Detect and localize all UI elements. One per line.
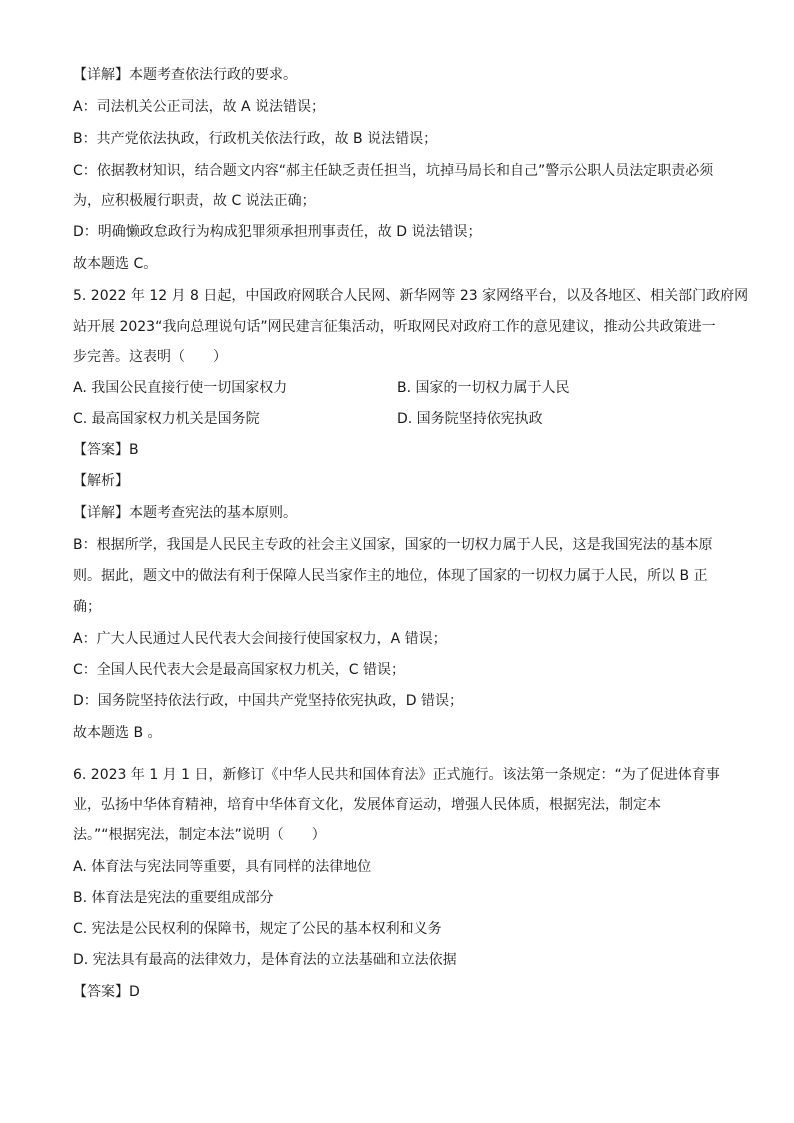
q5-detail-b-3: 确； [73, 599, 101, 615]
q5-detail-a: A：广大人民通过人民代表大会间接行使国家权力，A 错误； [73, 631, 447, 647]
question-6-line-3: 法。”“根据宪法，制定本法”说明（ ） [73, 827, 326, 843]
explanation-line-b: B：共产党依法执政，行政机关依法行政，故 B 说法错误； [73, 131, 438, 147]
q5-option-b: B. 国家的一切权力属于人民 [397, 380, 570, 396]
q5-option-d: D. 国务院坚持依宪执政 [397, 411, 543, 427]
q6-option-b: B. 体育法是宪法的重要组成部分 [73, 890, 274, 906]
q6-option-d: D. 宪法具有最高的法律效力，是体育法的立法基础和立法依据 [73, 952, 457, 968]
q6-answer: 【答案】D [73, 984, 140, 1000]
explanation-line-a: A：司法机关公正司法，故 A 说法错误； [73, 99, 326, 115]
q5-conclusion: 故本题选 B 。 [73, 725, 162, 741]
explanation-line-c: C：依据教材知识，结合题文内容“郝主任缺乏责任担当，坑掉马局长和自己”警示公职人员法定职责必须 [73, 163, 714, 179]
question-5-line-3: 步完善。这表明（ ） [73, 349, 227, 365]
q5-option-c: C. 最高国家权力机关是国务院 [73, 411, 260, 427]
question-5-line-1: 5. 2022 年 12 月 8 日起，中国政府网联合人民网、新华网等 23 家网络平台，以及各地区、相关部门政府网 [73, 288, 749, 304]
conclusion-line: 故本题选 C。 [73, 256, 158, 272]
question-6-line-1: 6. 2023 年 1 月 1 日，新修订《中华人民共和国体育法》正式施行。该法第一条规定：“为了促进体育事 [73, 767, 720, 783]
q5-detail-c: C：全国人民代表大会是最高国家权力机关，C 错误； [73, 662, 405, 678]
explanation-line-d: D：明确懒政怠政行为构成犯罪须承担刑事责任，故 D 说法错误； [73, 224, 482, 240]
q6-option-a: A. 体育法与宪法同等重要，具有同样的法律地位 [73, 859, 372, 875]
q6-option-c: C. 宪法是公民权利的保障书，规定了公民的基本权利和义务 [73, 921, 442, 937]
q5-option-a: A. 我国公民直接行使一切国家权力 [73, 380, 288, 396]
explanation-heading: 【详解】本题考查依法行政的要求。 [73, 67, 297, 83]
q5-detail-d: D：国务院坚持依法行政，中国共产党坚持依宪执政，D 错误； [73, 693, 464, 709]
q5-answer: 【答案】B [73, 442, 139, 458]
q5-detail-heading: 【详解】本题考查宪法的基本原则。 [73, 505, 297, 521]
explanation-line-c-cont: 为，应积极履行职责，故 C 说法正确； [73, 193, 316, 209]
q5-detail-b-1: B：根据所学，我国是人民民主专政的社会主义国家，国家的一切权力属于人民，这是我国宪法的基本原 [73, 537, 713, 553]
q5-detail-b-2: 则。据此，题文中的做法有利于保障人民当家作主的地位，体现了国家的一切权力属于人民，所以 B 正 [73, 568, 708, 584]
question-6-line-2: 业，弘扬中华体育精神，培育中华体育文化，发展体育运动，增强人民体质，根据宪法，制定本 [73, 797, 661, 813]
q5-analysis-tag: 【解析】 [73, 473, 129, 489]
question-5-line-2: 站开展 2023“我向总理说句话”网民建言征集活动，听取网民对政府工作的意见建议，推动公共政策进一 [73, 319, 716, 335]
